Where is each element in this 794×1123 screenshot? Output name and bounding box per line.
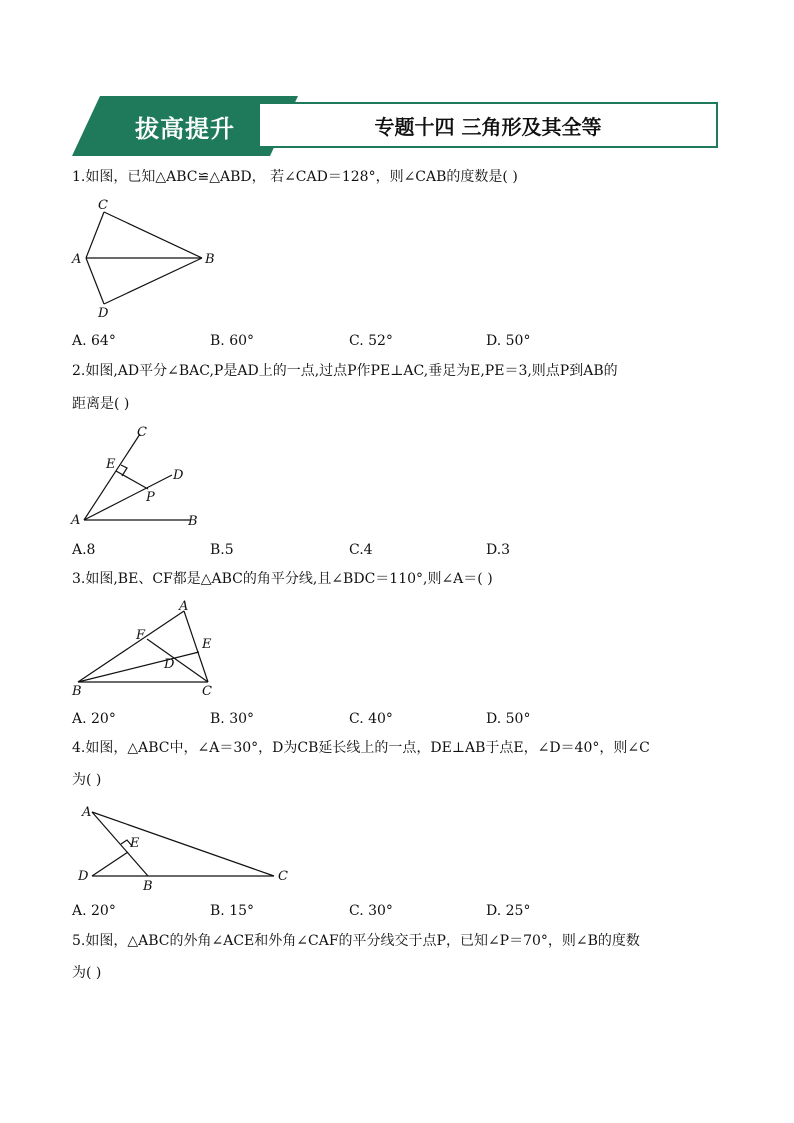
q2-label-c: C <box>137 425 147 440</box>
section-tag-label: 拔高提升 <box>135 114 235 143</box>
q4-label-c: C <box>278 869 288 884</box>
question-1-text: 1.如图，已知△ABC≌△ABD， 若∠CAD＝128°，则∠CAB的度数是( ) <box>72 169 518 185</box>
question-3-text: 3.如图,BE、CF都是△ABC的角平分线,且∠BDC＝110°,则∠A＝( ) <box>72 571 493 587</box>
question-2-figure <box>68 420 218 532</box>
q1-label-a: A <box>72 252 82 267</box>
q3-label-b: B <box>72 684 82 699</box>
q4-segment-de <box>92 852 128 876</box>
question-3-figure <box>68 596 228 700</box>
question-2-text-line1: 2.如图,AD平分∠BAC,P是AD上的一点,过点P作PE⊥AC,垂足为E,PE＝3,则点P到AB的 <box>72 363 618 379</box>
q3-option-c: C. 40° <box>349 711 393 727</box>
q2-option-c: C.4 <box>349 542 373 558</box>
q3-label-d: D <box>164 657 175 672</box>
q2-option-d: D.3 <box>486 542 511 558</box>
q3-label-c: C <box>202 684 212 699</box>
q1-edge-db <box>104 258 202 304</box>
q3-label-a: A <box>179 599 189 614</box>
q2-ray-ad <box>84 475 172 520</box>
q4-option-b: B. 15° <box>210 903 255 919</box>
q2-label-b: B <box>188 514 198 529</box>
q2-label-a: A <box>71 513 81 528</box>
q3-option-b: B. 30° <box>210 711 255 727</box>
q2-label-e: E <box>106 457 116 472</box>
q3-label-f: F <box>136 628 146 643</box>
q3-bisector-cf <box>147 639 208 682</box>
question-5-text-line1: 5.如图，△ABC的外角∠ACE和外角∠CAF的平分线交于点P，已知∠P＝70°，则∠B的度数 <box>72 933 640 949</box>
question-4-text-line2: 为( ) <box>72 772 102 788</box>
q1-label-b: B <box>205 252 215 267</box>
q4-option-a: A. 20° <box>72 903 116 919</box>
q3-option-d: D. 50° <box>486 711 531 727</box>
q1-label-d: D <box>98 306 109 321</box>
q1-edge-cb <box>104 212 202 258</box>
q1-edge-ac <box>86 212 104 258</box>
q2-option-b: B.5 <box>210 542 234 558</box>
q2-label-p: P <box>146 490 155 505</box>
q4-label-a: A <box>82 805 92 820</box>
q3-option-a: A. 20° <box>72 711 116 727</box>
page-title: 专题十四 三角形及其全等 <box>374 114 602 139</box>
q4-option-d: D. 25° <box>486 903 531 919</box>
q1-edge-ad <box>86 258 104 304</box>
q4-label-d: D <box>78 869 89 884</box>
q4-label-b: B <box>143 879 153 894</box>
q2-segment-pe <box>116 471 148 489</box>
q4-option-c: C. 30° <box>349 903 393 919</box>
q4-label-e: E <box>130 836 140 851</box>
question-2-text-line2: 距离是( ) <box>72 396 130 412</box>
q1-option-b: B. 60° <box>210 333 255 349</box>
question-5-text-line2: 为( ) <box>72 965 102 981</box>
q2-ray-ac <box>84 434 140 520</box>
q2-label-d: D <box>173 468 184 483</box>
question-4-text-line1: 4.如图，△ABC中，∠A＝30°，D为CB延长线上的一点，DE⊥AB于点E，∠D＝40°，则∠C <box>72 740 650 756</box>
q3-bisector-be <box>78 652 199 682</box>
q1-label-c: C <box>98 198 108 213</box>
q1-option-d: D. 50° <box>486 333 531 349</box>
question-1-figure <box>68 196 228 322</box>
q2-option-a: A.8 <box>72 542 96 558</box>
question-4-figure <box>68 800 308 896</box>
q3-label-e: E <box>202 637 212 652</box>
q1-option-c: C. 52° <box>349 333 393 349</box>
q1-option-a: A. 64° <box>72 333 116 349</box>
